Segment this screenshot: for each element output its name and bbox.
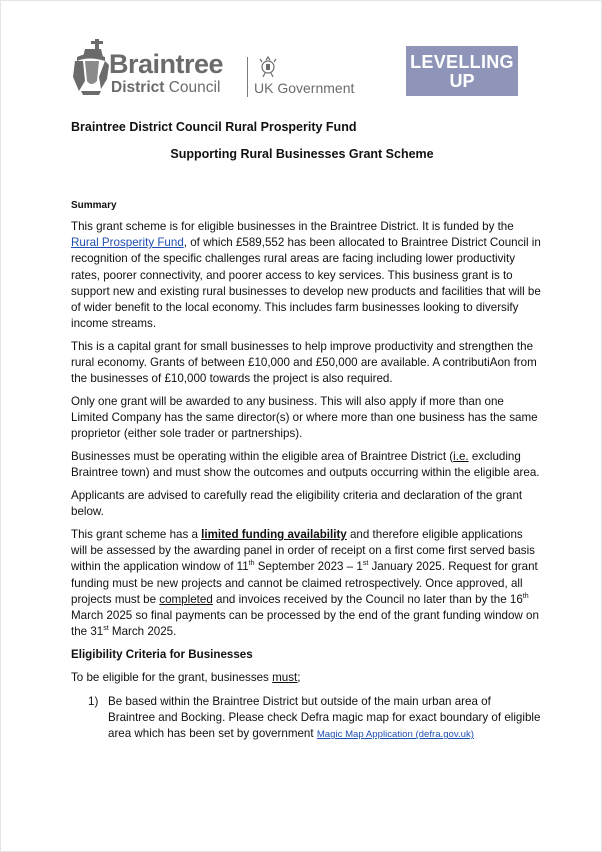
uk-government-logo [253, 56, 357, 100]
eligibility-intro: To be eligible for the grant, businesses must; [71, 670, 301, 684]
paragraph-advice: Applicants are advised to carefully read the eligibility criteria and declaration of the grant below. [71, 489, 523, 519]
document-subtitle: Supporting Rural Businesses Grant Scheme [170, 147, 434, 161]
braintree-logo [71, 35, 243, 99]
rural-prosperity-fund-link[interactable]: Rural Prosperity Fund [71, 236, 184, 250]
document-body [71, 219, 541, 743]
levelling-up-line2: UP [449, 71, 475, 91]
district-council-wordmark: District Council [111, 79, 221, 96]
paragraph-capital-grant: This is a capital grant for small businesses to help improve productivity and strengthen the rural economy. Grants of between £10,000 and £50,000 are available. A contributiAon from the businesses of £10,000 towards the project is also required. [71, 339, 537, 386]
eligibility-heading: Eligibility Criteria for Businesses [71, 647, 253, 661]
logo-divider [247, 57, 248, 97]
paragraph-one-grant: Only one grant will be awarded to any business. This will also apply if more than one Limited Company has the same director(s) or where more than one business has the same proprietor (either sole trader or partnerships). [71, 395, 538, 441]
paragraph-funding-window: This grant scheme has a limited funding availability and therefore eligible applications will be assessed by the awarding panel in order of receipt on a first come first served basis within the application window of 11th September 2023 – 1st January 2025. Request for grant funding must be new projects and cannot be claimed retrospectively. Once approved, all projects must be completed and invoices received by the Council no later than by the 16th March 2025 so final payments can be processed by the end of the grant funding window on the 31st March 2025. [71, 527, 539, 639]
uk-government-text: UK Government [254, 80, 355, 96]
levelling-up-logo [406, 46, 518, 96]
list-item-number: 1) [88, 694, 99, 708]
braintree-wordmark: Braintree [109, 49, 224, 79]
paragraph-eligible-area: Businesses must be operating within the eligible area of Braintree District (i.e. excluding Braintree town) and must show the outcomes and outputs occurring within the eligible area. [71, 450, 540, 480]
summary-heading: Summary [71, 200, 117, 211]
document-title: Braintree District Council Rural Prosperity Fund [71, 120, 357, 134]
royal-coat-of-arms-icon [257, 56, 279, 78]
magic-map-link[interactable]: Magic Map Application (defra.gov.uk) [316, 729, 474, 741]
paragraph-intro: This grant scheme is for eligible businesses in the Braintree District. It is funded by the Rural Prosperity Fund, of which £589,552 has been allocated to Braintree District Council in recognition of the specific challenges rural areas are facing including lower productivity rates, poorer connectivity, and poorer access to key services. This business grant is to support new and existing rural businesses to develop new products and facilities that will be of wider benefit to the local economy. This includes farm businesses looking to diversify income streams. [71, 220, 541, 331]
levelling-up-line1: LEVELLING [410, 52, 514, 72]
list-item: 1) Be based within the Braintree District but outside of the main urban area of Braintree and Bocking. Please check Defra magic map for exact boundary of eligible area which has been set by government Magic Map Application (defra.gov.uk) [88, 694, 541, 741]
braintree-crest-icon [71, 37, 111, 97]
